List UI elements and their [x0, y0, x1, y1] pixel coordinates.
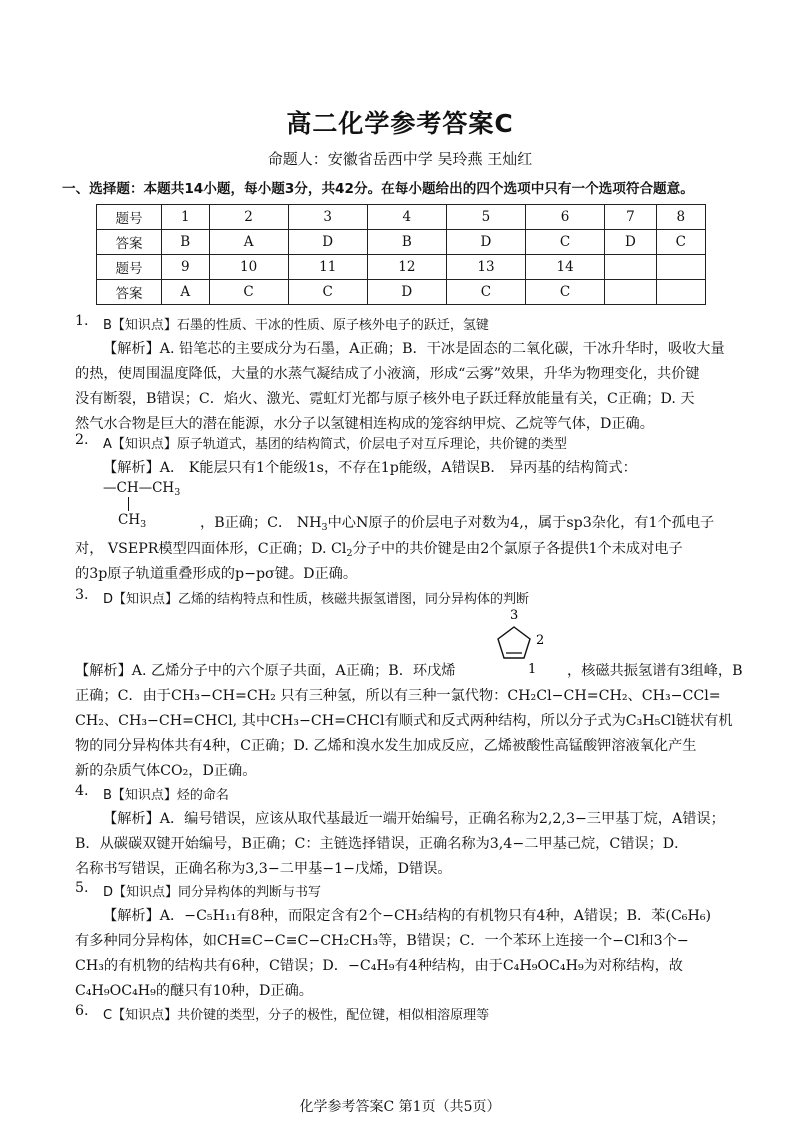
table-cell: 3: [288, 205, 367, 230]
structure-bottom: CH: [118, 512, 141, 528]
table-row: [97, 255, 706, 280]
explanation-line: [75, 538, 683, 558]
table-cell: [656, 280, 705, 305]
explanation-line: CH₃的有机物的结构共有6种，C错误；D．−C₄H₉有4种结构，由于C₄H₉OC₄H₉为对称结构，故: [75, 958, 683, 974]
bond-line: [128, 497, 129, 511]
table-cell: 10: [209, 255, 288, 280]
isopropyl-structure: [103, 480, 180, 496]
table-cell: [656, 255, 705, 280]
table-cell: C: [288, 280, 367, 305]
knowledge-point-line: A【知识点】原子轨道式，基团的结构简式，价层电子对互斥理论，共价键的类型: [103, 437, 567, 452]
question-number: 2.: [75, 432, 89, 448]
table-row: [97, 205, 706, 230]
table-row: [97, 230, 706, 255]
explanation-line: 的热，使周围温度降低，大量的水蒸气凝结成了小液滴，形成“云雾”效果，升华为物理变化，共价键: [75, 366, 700, 382]
explanation-line: 新的杂质气体CO₂，D正确。: [75, 763, 257, 779]
page-title: 高二化学参考答案C: [286, 109, 514, 138]
table-cell: D: [605, 230, 656, 255]
table-cell: 8: [656, 205, 705, 230]
section-heading: 一、选择题：本题共14小题，每小题3分，共42分。在每小题给出的四个选项中只有一个选项符合题意。: [62, 181, 694, 197]
question-number: 6.: [75, 1003, 89, 1019]
knowledge-point-line: C【知识点】共价键的类型，分子的极性，配位键，相似相溶原理等: [103, 1008, 490, 1023]
explanation-line: 名称书写错误，正确名称为3,3−二甲基−1−戊烯，D错误。: [75, 861, 452, 877]
explanation-line: 有多种同分异构体，如CH≡C−C≡C−CH₂CH₃等，B错误；C．一个苯环上连接一个−Cl和3个−: [75, 933, 689, 949]
table-cell: 6: [526, 205, 605, 230]
question-number: 1.: [75, 313, 89, 329]
text-run: 分子中的共价键是由2个氯原子各提供1个未成对电子: [352, 541, 683, 557]
table-cell: 4: [367, 205, 446, 230]
table-cell: [605, 255, 656, 280]
table-row: [97, 280, 706, 305]
knowledge-point-line: B【知识点】石墨的性质、干冰的性质、原子核外电子的跃迁，氢键: [103, 318, 489, 333]
table-cell: [605, 280, 656, 305]
cyclopentene-ring: [488, 605, 558, 675]
ring-label: 2: [536, 633, 545, 648]
explanation-line: B．从碳碳双键开始编号，B正确；C：主链选择错误，正确名称为3,4−二甲基己烷，C错误；D．: [75, 836, 689, 852]
table-cell: A: [209, 230, 288, 255]
explanation-line: 【解析】A．−C₅H₁₁有8种，而限定含有2个−CH₃结构的有机物只有4种，A错误；B．苯(C₆H₆): [103, 908, 712, 924]
table-cell: B: [367, 230, 446, 255]
table-cell: 2: [209, 205, 288, 230]
structure-top: —CH—CH: [103, 480, 175, 496]
subscript: 2: [346, 548, 353, 559]
row-label: 答案: [97, 280, 162, 305]
explanation-line: 【解析】A．编号错误，应该从取代基最近一端开始编号，正确名称为2,2,3−三甲基丁烷，A错误；: [103, 811, 725, 827]
answer-table: [96, 204, 706, 305]
question-number: 3.: [75, 587, 89, 603]
explanation-line: 【解析】A. 铅笔芯的主要成分为石墨，A正确；B．干冰是固态的二氧化碳，干冰升华时，吸收大量: [103, 341, 725, 357]
table-cell: D: [446, 230, 525, 255]
explanation-line: 【解析】A． K能层只有1个能级1s，不存在1p能级，A错误B． 异丙基的结构简式：: [103, 460, 637, 476]
question-number: 5.: [75, 880, 89, 896]
text-run: ，B正确；C． NH: [200, 515, 322, 531]
text-run: 中心N原子的价层电子对数为4,，属于sp3杂化，有1个孤电子: [327, 515, 715, 531]
table-cell: 9: [162, 255, 210, 280]
table-cell: 13: [446, 255, 525, 280]
knowledge-point-line: D【知识点】同分异构体的判断与书写: [103, 885, 322, 900]
table-cell: B: [162, 230, 210, 255]
table-cell: 14: [526, 255, 605, 280]
table-cell: 12: [367, 255, 446, 280]
explanation-line: CH₂、CH₃−CH=CHCl, 其中CH₃−CH=CHCl有顺式和反式两种结构，所以分子式为C₃H₅Cl链状有机: [75, 713, 733, 729]
table-cell: 11: [288, 255, 367, 280]
knowledge-point-line: B【知识点】烃的命名: [103, 788, 229, 803]
explanation-line: 的3p原子轨道重叠形成的p−pσ键。D正确。: [75, 566, 358, 582]
table-cell: A: [162, 280, 210, 305]
explanation-line: 没有断裂，B错误；C．焰火、激光、霓虹灯光都与原子核外电子跃迁释放能量有关，C正确；D. 天: [75, 391, 695, 407]
explanation-line: 然气水合物是巨大的潜在能源，水分子以氢键相连构成的笼容纳甲烷、乙烷等气体，D正确。: [75, 416, 654, 432]
explanation-line: C₄H₉OC₄H₉的醚只有10种，D正确。: [75, 983, 313, 999]
table-cell: C: [526, 230, 605, 255]
explanation-line: 正确；C．由于CH₃−CH=CH₂ 只有三种氢，所以有三种一氯代物：CH₂Cl−CH=CH₂、CH₃−CCl=: [75, 688, 721, 704]
table-cell: D: [288, 230, 367, 255]
row-label: 题号: [97, 205, 162, 230]
ring-label: 1: [528, 662, 537, 675]
text-run: 对， VSEPR模型四面体形，C正确；D. Cl: [75, 541, 347, 557]
subscript: 3: [321, 522, 328, 533]
knowledge-point-line: D【知识点】乙烯的结构特点和性质，核磁共振氢谱图，同分异构体的判断: [103, 592, 530, 607]
row-label: 题号: [97, 255, 162, 280]
explanation-line: [200, 512, 714, 532]
table-cell: C: [446, 280, 525, 305]
table-cell: C: [656, 230, 705, 255]
row-label: 答案: [97, 230, 162, 255]
explanation-line: ，核磁共振氢谱有3组峰，B: [567, 663, 743, 679]
table-cell: C: [209, 280, 288, 305]
explanation-line: 物的同分异构体共有4种，C正确；D. 乙烯和溴水发生加成反应，乙烯被酸性高锰酸钾溶液氧化产生: [75, 738, 697, 754]
subscript: 3: [174, 487, 181, 498]
table-cell: 1: [162, 205, 210, 230]
structure-bottom-group: [118, 512, 146, 528]
ring-label: 3: [510, 608, 519, 623]
table-cell: 5: [446, 205, 525, 230]
explanation-line: 【解析】A. 乙烯分子中的六个原子共面，A正确；B．环戊烯: [75, 663, 456, 679]
question-number: 4.: [75, 783, 89, 799]
author-line: 命题人：安徽省岳西中学 吴玲燕 王灿红: [267, 150, 533, 168]
page-footer: 化学参考答案C 第1页（共5页）: [299, 1099, 501, 1115]
table-cell: D: [367, 280, 446, 305]
table-cell: C: [526, 280, 605, 305]
table-cell: 7: [605, 205, 656, 230]
subscript: 3: [140, 519, 147, 530]
